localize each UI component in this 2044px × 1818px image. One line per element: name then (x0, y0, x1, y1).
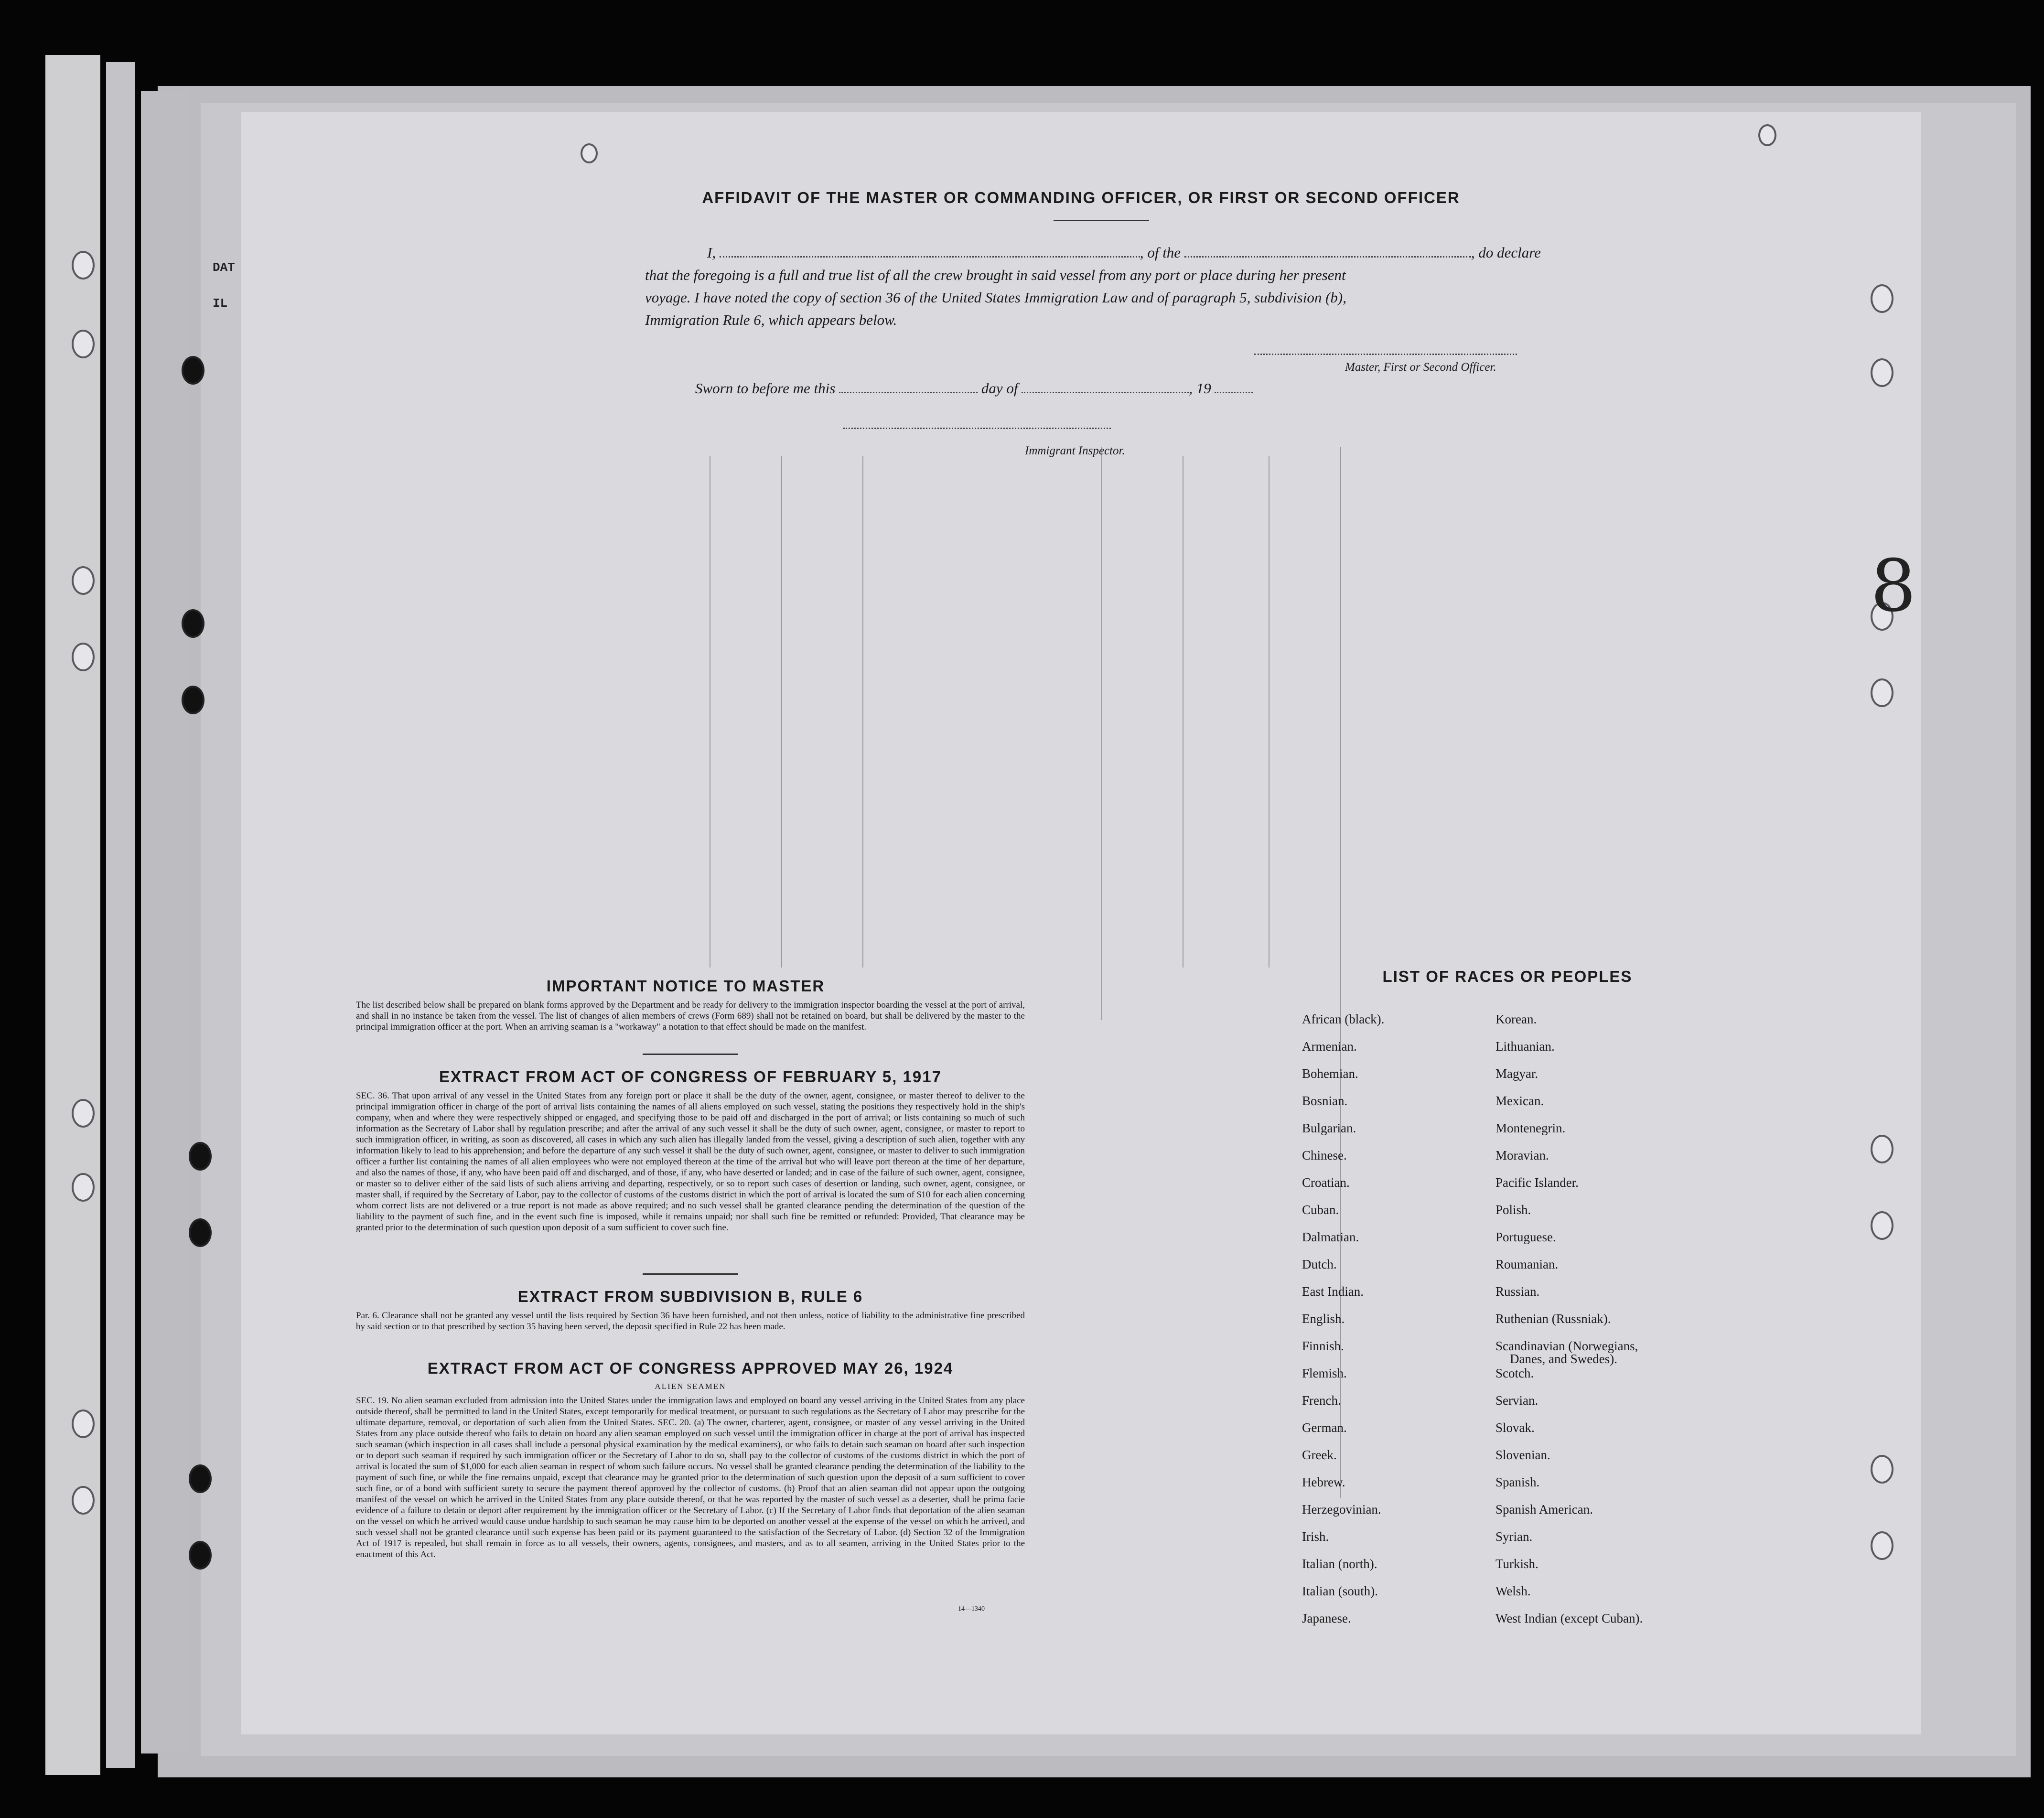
race-item: East Indian. (1302, 1284, 1364, 1299)
race-item: Irish. (1302, 1529, 1329, 1544)
punch-hole (72, 330, 95, 358)
name-blank[interactable] (720, 256, 1140, 258)
affidavit-line: that the foregoing is a full and true list of all the crew brought in said vessel from any port or place during her present (645, 267, 1346, 283)
punch-hole (1871, 1531, 1893, 1560)
form-number: 14—1340 (958, 1605, 985, 1613)
extract3-subtitle: ALIEN SEAMEN (655, 1382, 726, 1391)
punch-hole (72, 1409, 95, 1438)
day-blank[interactable] (839, 392, 978, 393)
year-text: , 19 (1189, 380, 1211, 397)
extract3-body: SEC. 19. No alien seaman excluded from admission into the United States under the immigration laws and employed on board any vessel arriving in the United States from any place outside thereof, shall be permitted to land in the United States, except temporarily for medical treatment, or pursuant to such regulations as the Secretary of Labor may prescribe for the ultimate departure, removal, or deportation of such alien from the United States. SEC. 20. (a) The owner, charterer, agent, consignee, or master of any vessel arriving in the United States from any place outside thereof who fails to detain on board any alien seaman employed on such vessel until the immigration officer in charge at the port of arrival has inspected such seaman (which inspection in all cases shall include a personal physical examination by the medical examiners), or who fails to detain such seaman on board after such inspection or to deport such seaman if required by such immigration officer or the Secretary of Labor to do so, shall pay to the collector of customs of the customs district in which the port of arrival is located the sum of $1,000 for each alien seaman in respect of whom such failure occurs. No vessel shall be granted clearance pending the determination of the liability to the payment of such fine, or while the fine remains unpaid, except that clearance may be granted prior to the determination of such question upon the deposit of a sum sufficient to cover such fine, or of a bond with sufficient surety to secure the payment thereof approved by the collector of customs. (b) Proof that an alien seaman did not appear upon the outgoing manifest of the vessel on which he arrived in the United States from any place outside thereof, or that he was reported by the master of such vessel as a deserter, shall be prima facie evidence of a failure to detain or deport after requirement by the immigration officer or the Secretary of Labor. (c) If the Secretary of Labor finds that deportation of the alien seaman on the vessel on which he arrived would cause undue hardship to such seaman he may cause him to be deported on another vessel at the expense of the vessel on which he arrived, and such vessel shall not be granted clearance until such expense has been paid or its payment guaranteed to the satisfaction of the Secretary of Labor. (d) Section 32 of the Immigration Act of 1917 is repealed, but shall remain in force as to all vessels, their owners, agents, consignees, and masters, and as to all seamen, arriving in the United States prior to the enactment of this Act. (356, 1396, 1025, 1560)
punch-hole (72, 643, 95, 671)
notice-body: The list described below shall be prepared on blank forms approved by the Department and be ready for delivery to the immigration inspector boarding the vessel at the port of arrival, and shall in no instance be taken from the vessel. The list of changes of alien members of crews (Form 689) shall not be retained on board, but shall be delivered by the master to the principal immigration officer at the port. When an arriving seaman is a "workaway" a notation to that effect should be made on the manifest. (356, 1000, 1025, 1032)
punch-hole (1871, 358, 1893, 387)
race-item: Slovenian. (1495, 1448, 1550, 1462)
race-item: Finnish. (1302, 1339, 1344, 1353)
race-item: Herzegovinian. (1302, 1502, 1381, 1517)
race-item: Mexican. (1495, 1094, 1544, 1108)
race-item: Bulgarian. (1302, 1121, 1356, 1135)
day-of-text: day of (981, 380, 1018, 397)
punch-hole (72, 566, 95, 595)
affidavit-line: voyage. I have noted the copy of section 36 of the United States Immigration Law and of paragraph 5, subdivision (b), (645, 289, 1346, 306)
column-rule (862, 456, 863, 968)
race-item: Servian. (1495, 1393, 1538, 1408)
extract3-title: EXTRACT FROM ACT OF CONGRESS APPROVED MAY 26, 1924 (427, 1359, 954, 1377)
race-item: Dalmatian. (1302, 1230, 1359, 1244)
punch-hole (182, 609, 204, 638)
margin-stamp-line: DAT (213, 260, 235, 275)
extract2-title: EXTRACT FROM SUBDIVISION B, RULE 6 (517, 1288, 863, 1305)
punch-hole (1871, 284, 1893, 313)
sworn-text: Sworn to before me this (695, 380, 836, 397)
affidavit-title: AFFIDAVIT OF THE MASTER OR COMMANDING OFFICER, OR FIRST OR SECOND OFFICER (702, 189, 1460, 206)
race-item: Japanese. (1302, 1611, 1351, 1625)
punch-hole (1871, 1211, 1893, 1240)
race-item: Lithuanian. (1495, 1039, 1555, 1054)
race-item: Syrian. (1495, 1529, 1533, 1544)
punch-hole (189, 1218, 212, 1247)
race-item: Scotch. (1495, 1366, 1534, 1380)
signature-blank[interactable] (1254, 354, 1517, 355)
affidavit-line: Immigration Rule 6, which appears below. (645, 312, 897, 328)
notice-title: IMPORTANT NOTICE TO MASTER (546, 977, 825, 995)
race-item: Moravian. (1495, 1148, 1549, 1162)
race-item: African (black). (1302, 1012, 1385, 1026)
punch-hole (182, 686, 204, 714)
punch-hole (1871, 678, 1893, 707)
race-item: Scandinavian (Norwegians, (1495, 1339, 1638, 1353)
race-item: Roumanian. (1495, 1257, 1559, 1271)
race-item: Polish. (1495, 1203, 1531, 1217)
race-item: Slovak. (1495, 1420, 1535, 1435)
races-title: LIST OF RACES OR PEOPLES (1382, 968, 1633, 985)
race-item: Turkish. (1495, 1557, 1538, 1571)
margin-stamp (213, 260, 235, 311)
punch-hole (189, 1464, 212, 1493)
punch-hole (182, 356, 204, 385)
extract1-body: SEC. 36. That upon arrival of any vessel in the United States from any foreign port or place it shall be the duty of the owner, agent, consignee, or master thereof to deliver to the principal immigration officer in charge of the port of arrival lists containing the names of all aliens employed on such vessel, stating the positions they respectively hold in the ship's company, when and where they were respectively shipped or engaged, and specifying those to be paid off and discharged in the port of arrival; or lists containing so much of such information as the Secretary of Labor shall by regulation prescribe; and after the arrival of any such vessel it shall be the duty of such owner, agent, consignee, or master to report to such immigration officer, in writing, as soon as discovered, all cases in which any such alien has illegally landed from the vessel, giving a description of such alien, together with any information likely to lead to his apprehension; and before the departure of any such vessel it shall be the duty of such owner, agent, consignee, or master to deliver to such immigration officer a further list containing the names of all alien employees who were not employed thereon at the time of the arrival but who will leave port thereon at the time of her departure, and also the names of those, if any, who have been paid off and discharged, and of those, if any, who have deserted or landed; and in case of the failure of such owner, agent, consignee, or master so to deliver either of the said lists of such aliens arriving and departing, respectively, or so to report such cases of desertion or landing, such owner, agent, consignee, or master shall, if required by the Secretary of Labor, pay to the collector of customs of the customs district in which the port of arrival is located the sum of $10 for each alien concerning whom correct lists are not delivered or a true report is not made as above required; and no such vessel shall be granted clearance pending the determination of the question of the liability to the payment of such fine, and in the event such fine is imposed, while it remains unpaid; nor shall such fine be remitted or refunded: Provided, That clearance may be granted prior to the determination of such question upon deposit of a sum sufficient to cover such fine. (356, 1091, 1025, 1233)
extract2-body: Par. 6. Clearance shall not be granted any vessel until the lists required by Section 36 have been furnished, and not then unless, notice of liability to the administrative fine prescribed by said section or to that prescribed by section 35 having been served, the deposit specified in Rule 22 has been made. (356, 1311, 1025, 1332)
race-item: French. (1302, 1393, 1341, 1408)
race-item: Bosnian. (1302, 1094, 1348, 1108)
race-item: Magyar. (1495, 1066, 1538, 1081)
race-item: German. (1302, 1420, 1347, 1435)
inspector-caption: Immigrant Inspector. (1025, 444, 1125, 457)
form-page (241, 112, 1921, 1734)
punch-hole (72, 1099, 95, 1128)
punch-hole (72, 1486, 95, 1515)
race-item-continued: Danes, and Swedes). (1510, 1352, 1617, 1366)
margin-stamp-line: IL (213, 296, 228, 311)
race-item: English. (1302, 1312, 1345, 1326)
race-item: Spanish. (1495, 1475, 1540, 1489)
race-item: Bohemian. (1302, 1066, 1358, 1081)
extract1-title: EXTRACT FROM ACT OF CONGRESS OF FEBRUARY 5, 1917 (439, 1068, 942, 1086)
section-rule (643, 1273, 738, 1275)
month-blank[interactable] (1022, 392, 1189, 393)
binder-strip (106, 62, 135, 1768)
race-item: Chinese. (1302, 1148, 1347, 1162)
race-item: Korean. (1495, 1012, 1537, 1026)
race-item: Welsh. (1495, 1584, 1531, 1598)
race-item: Greek. (1302, 1448, 1337, 1462)
inspector-blank[interactable] (843, 428, 1111, 429)
punch-hole (189, 1541, 212, 1570)
year-blank[interactable] (1215, 392, 1253, 393)
race-item: Portuguese. (1495, 1230, 1556, 1244)
affidavit-i: I, (707, 244, 716, 261)
race-item: Croatian. (1302, 1175, 1350, 1190)
race-item: Flemish. (1302, 1366, 1347, 1380)
race-item: Montenegrin. (1495, 1121, 1566, 1135)
affidavit-declare: , do declare (1471, 244, 1541, 261)
race-item: Ruthenian (Russniak). (1495, 1312, 1611, 1326)
column-rule (1101, 447, 1102, 1020)
title-rule (1054, 220, 1149, 221)
race-item: Dutch. (1302, 1257, 1337, 1271)
race-item: Italian (north). (1302, 1557, 1377, 1571)
signature-caption: Master, First or Second Officer. (1345, 361, 1496, 374)
section-rule (643, 1054, 738, 1055)
race-item: Hebrew. (1302, 1475, 1345, 1489)
race-item: Italian (south). (1302, 1584, 1378, 1598)
punch-hole (1871, 1135, 1893, 1163)
affidavit-body (645, 241, 1820, 331)
binder-strip (141, 91, 189, 1753)
race-item: Cuban. (1302, 1203, 1339, 1217)
margin-mark: 8 (1871, 545, 1916, 628)
race-item: Russian. (1495, 1284, 1540, 1299)
race-item: Armenian. (1302, 1039, 1357, 1054)
punch-hole (72, 1173, 95, 1202)
race-item: Spanish American. (1495, 1502, 1593, 1517)
punch-hole (1758, 124, 1776, 146)
punch-hole (189, 1142, 212, 1171)
race-item: West Indian (except Cuban). (1495, 1611, 1643, 1625)
punch-hole (581, 143, 598, 163)
affidavit-of: , of the (1140, 244, 1181, 261)
race-item: Pacific Islander. (1495, 1175, 1579, 1190)
column-rule (781, 456, 782, 968)
vessel-blank[interactable] (1184, 256, 1471, 258)
punch-hole (72, 251, 95, 280)
punch-hole (1871, 1455, 1893, 1484)
binder-strip (45, 55, 100, 1775)
sworn-line (695, 380, 1253, 397)
